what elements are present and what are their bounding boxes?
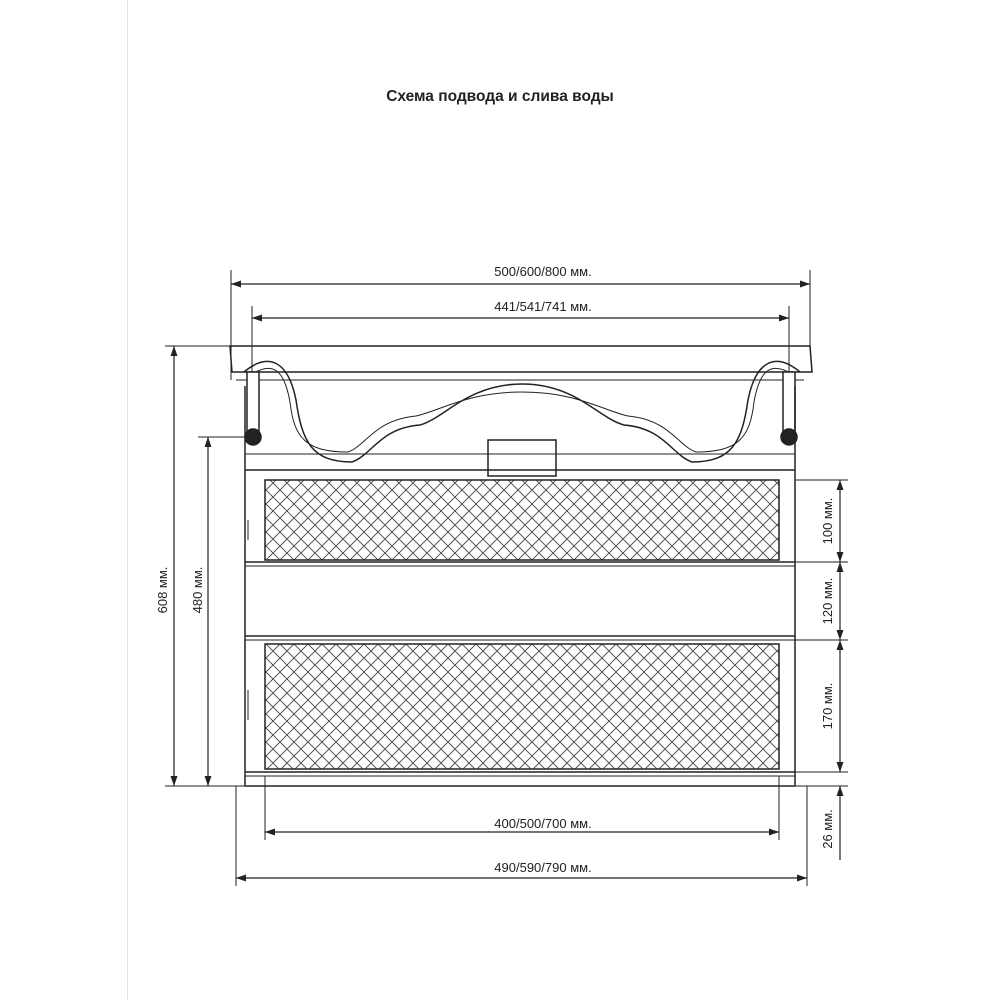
label-drawer-top-height: 100 мм. [820, 497, 835, 545]
label-bottom-outer-width: 490/590/790 мм. [494, 860, 592, 875]
label-top-inner-width: 441/541/741 мм. [494, 299, 592, 314]
label-top-outer-width: 500/600/800 мм. [494, 264, 592, 279]
sink-countertop [230, 346, 812, 380]
drawer-front-top [265, 480, 779, 560]
extension-lines [165, 270, 848, 886]
dimension-labels [155, 264, 835, 875]
label-bottom-inner-width: 400/500/700 мм. [494, 816, 592, 831]
label-drawer-bottom-height: 170 мм. [820, 682, 835, 730]
dimension-lines [174, 284, 840, 878]
label-supply-height: 480 мм. [190, 566, 205, 614]
supply-pipe-left [245, 372, 261, 445]
diagram-title: Схема подвода и слива воды [386, 88, 614, 105]
label-total-height: 608 мм. [155, 566, 170, 614]
drawer-front-bottom [265, 644, 779, 769]
label-gap-height: 120 мм. [820, 577, 835, 625]
label-plinth-height: 26 мм. [820, 809, 835, 849]
